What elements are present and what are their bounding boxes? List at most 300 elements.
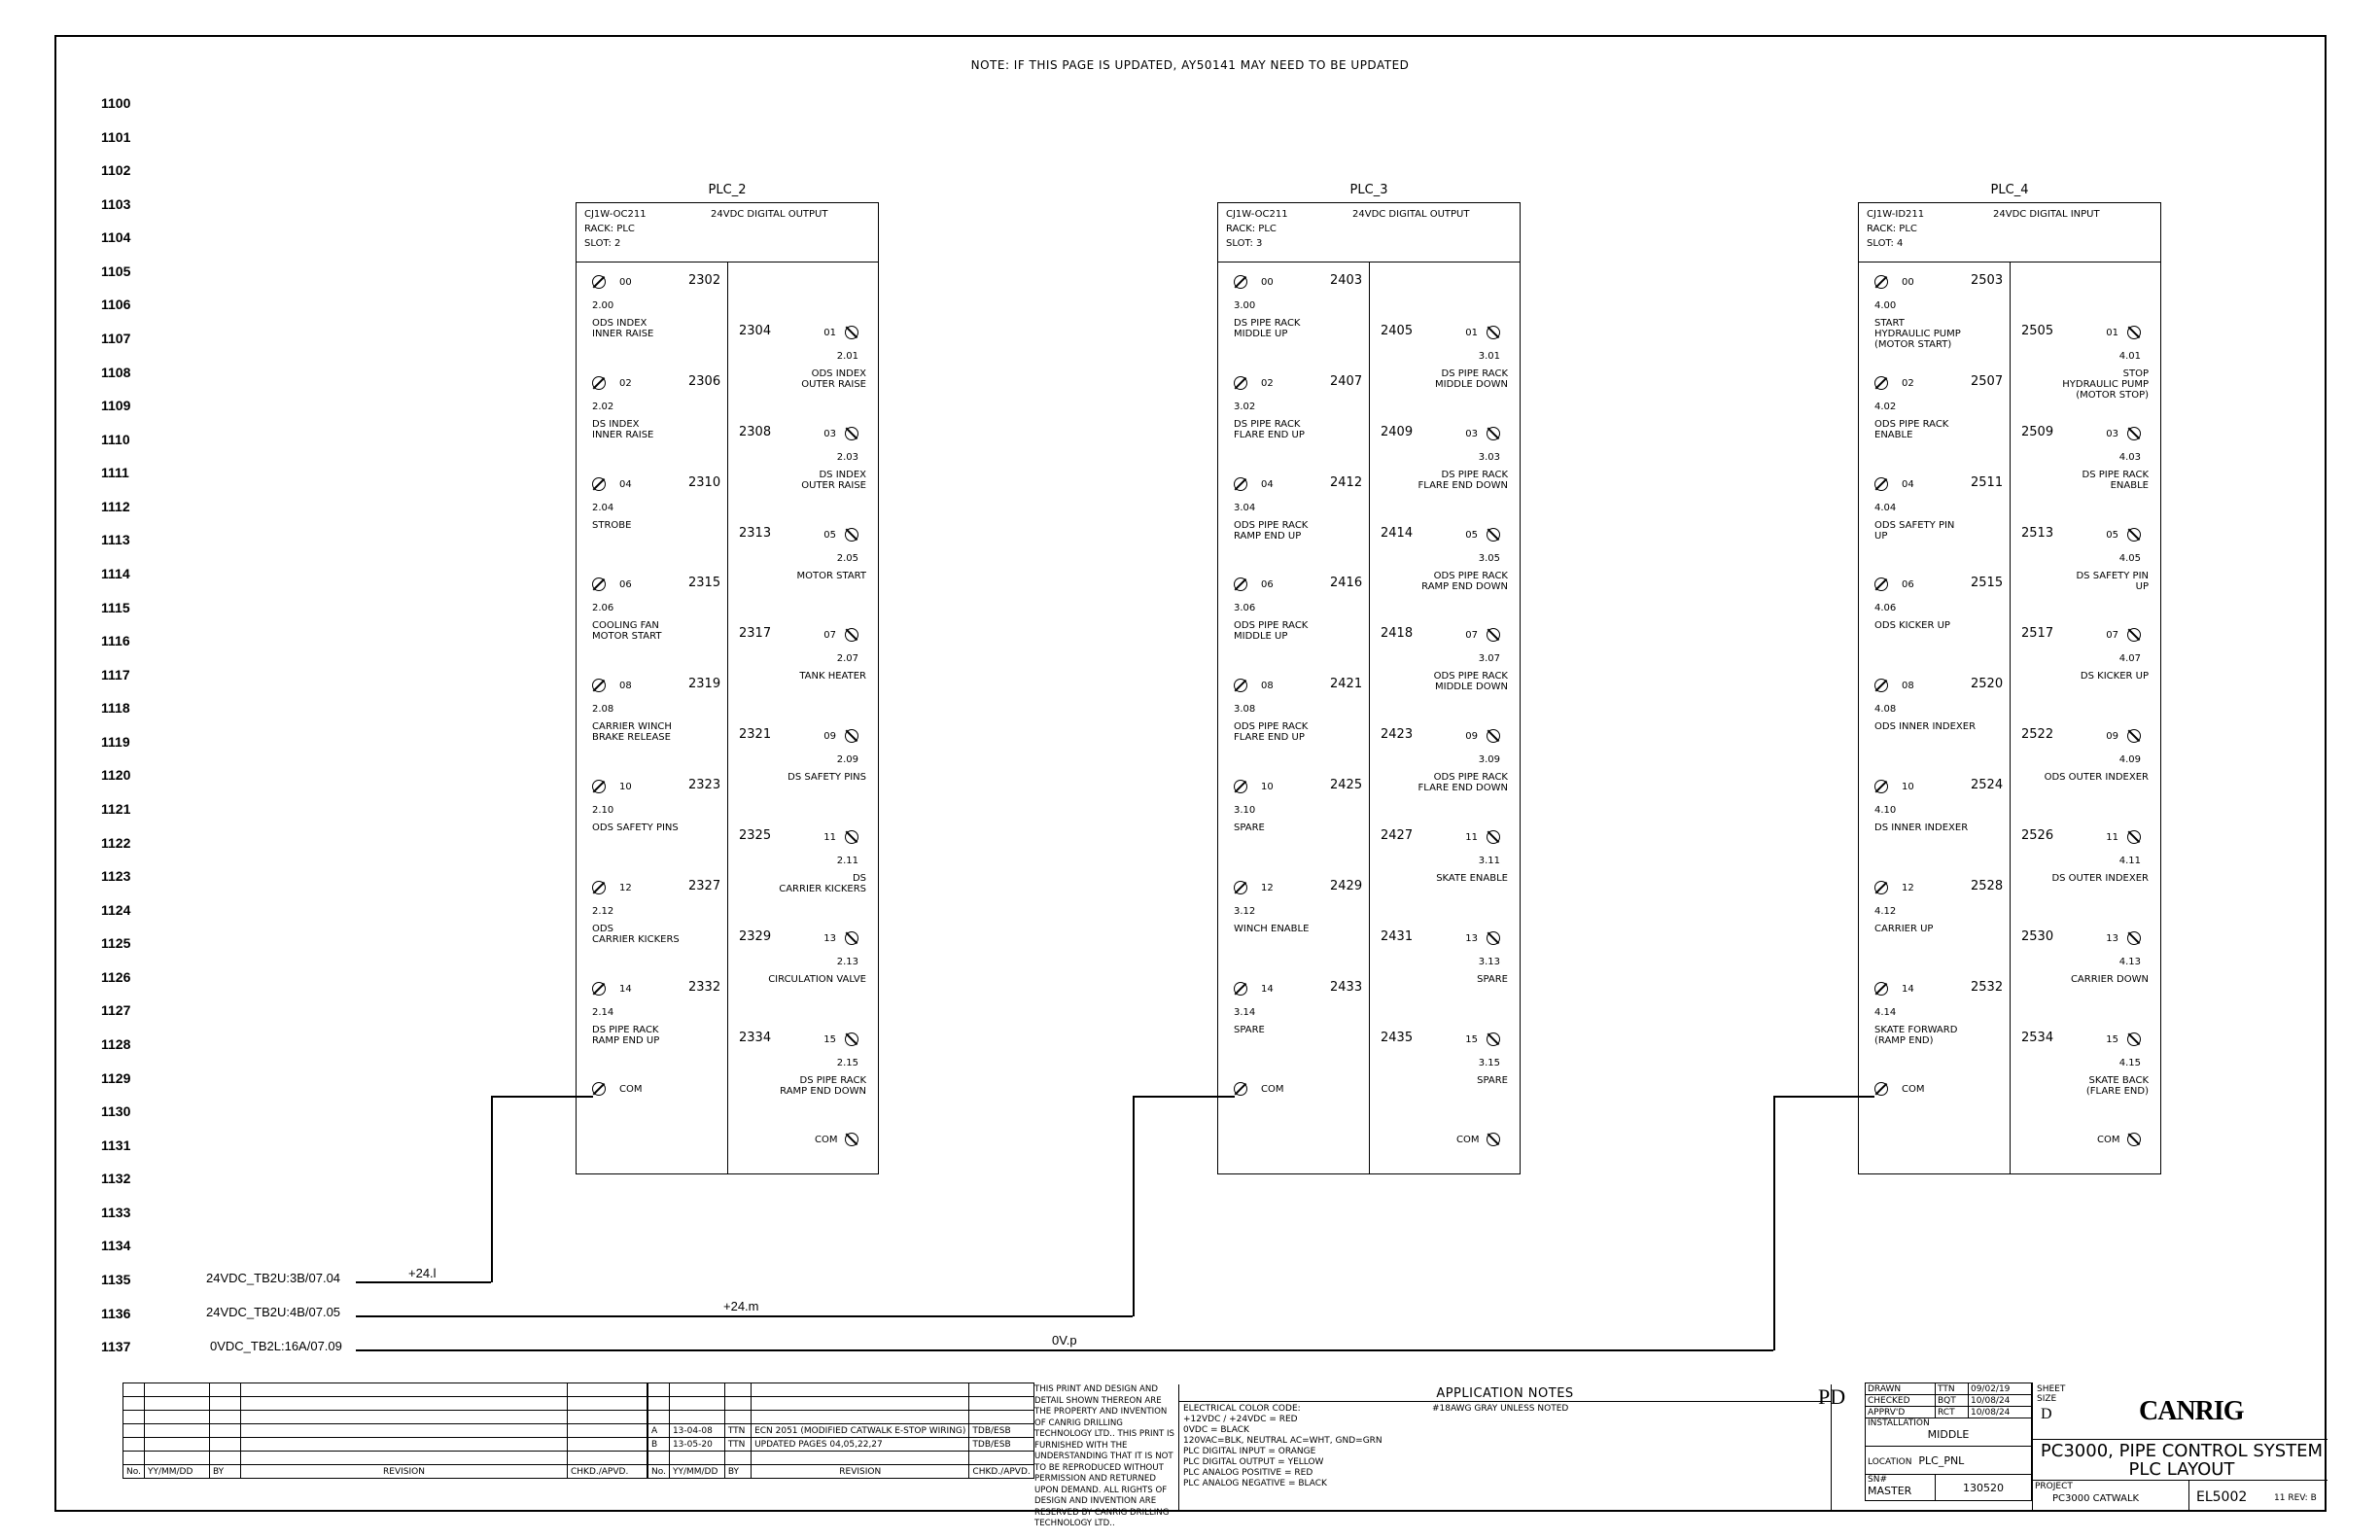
- wire-number: 2327: [688, 878, 721, 893]
- terminal-screw-icon: [2127, 931, 2141, 945]
- dwg-divider: [2188, 1480, 2189, 1512]
- net-wire-24v-m: [356, 1315, 1133, 1317]
- checked-date: 10/08/24: [1968, 1395, 2031, 1407]
- page-note: NOTE: IF THIS PAGE IS UPDATED, AY50141 MAY NEED TO BE UPDATED: [970, 58, 1410, 72]
- terminal-pin: 13: [823, 932, 836, 944]
- terminal-screw-icon: [845, 830, 858, 844]
- wire-number: 2427: [1381, 828, 1414, 843]
- terminal-screw-icon: [1487, 931, 1500, 945]
- terminal-screw-icon: [592, 881, 606, 894]
- plc-slot: SLOT: 2: [584, 238, 621, 249]
- io-address: 4.05: [2118, 552, 2141, 564]
- terminal-screw-icon: [1874, 679, 1888, 692]
- plc-model: CJ1W-OC211: [1226, 209, 1288, 220]
- canrig-logo: CANRIG: [2139, 1396, 2244, 1426]
- io-description: ODS PIPE RACK FLARE END DOWN: [1418, 772, 1508, 794]
- terminal-screw-icon: [592, 780, 606, 793]
- plc-rack: RACK: PLC: [584, 224, 635, 234]
- io-address: 2.10: [592, 805, 614, 816]
- io-description: SKATE ENABLE: [1436, 873, 1508, 884]
- application-note-line: PLC DIGITAL OUTPUT = YELLOW: [1183, 1457, 1324, 1467]
- terminal-pin: 00: [619, 277, 632, 288]
- net-label-24v-m: +24.m: [723, 1299, 759, 1313]
- apprvd-by: RCT: [1935, 1407, 1968, 1418]
- terminal-pin: 04: [1261, 478, 1274, 490]
- io-description: DS PIPE RACK FLARE END DOWN: [1418, 469, 1508, 491]
- com-label: COM: [1902, 1084, 1925, 1095]
- terminal-screw-icon: [1874, 881, 1888, 894]
- io-description: ODS INDEX OUTER RAISE: [801, 368, 866, 390]
- terminal-screw-icon: [845, 1032, 858, 1046]
- wire-number: 2513: [2021, 525, 2054, 541]
- rev-header-no-2: No.: [648, 1465, 670, 1479]
- wire-number: 2530: [2021, 928, 2054, 944]
- terminal-pin: 00: [1261, 277, 1274, 288]
- wire-number: 2310: [688, 474, 721, 490]
- row-number: 1131: [101, 1137, 131, 1153]
- terminal-screw-icon: [845, 729, 858, 743]
- terminal-pin: 04: [1902, 478, 1914, 490]
- apprvd-label: APPRV'D: [1866, 1407, 1936, 1418]
- wire-number: 2308: [739, 424, 772, 439]
- terminal-screw-icon: [1234, 780, 1247, 793]
- drawn-label: DRAWN: [1866, 1383, 1936, 1395]
- io-description: ODS PIPE RACK RAMP END DOWN: [1421, 570, 1508, 592]
- row-number: 1130: [101, 1103, 131, 1120]
- wire-number: 2505: [2021, 324, 2054, 338]
- row-number: 1106: [101, 297, 131, 313]
- io-address: 4.02: [1874, 401, 1897, 412]
- wire-number: 2317: [739, 626, 772, 642]
- io-description: COOLING FAN MOTOR START: [592, 620, 662, 643]
- terminal-pin: 02: [1261, 377, 1274, 389]
- terminal-screw-icon: [592, 1082, 606, 1096]
- io-description: SKATE BACK (FLARE END): [2085, 1074, 2149, 1097]
- wire-number: 2509: [2021, 424, 2054, 439]
- terminal-pin: 09: [2106, 731, 2118, 743]
- terminal-pin: 09: [1465, 731, 1478, 743]
- terminal-pin: 01: [1465, 328, 1478, 338]
- net-wire-24v-l: [356, 1281, 491, 1283]
- io-address: 4.07: [2118, 653, 2141, 665]
- net-source-0v-p: 0VDC_TB2L:16A/07.09: [210, 1339, 342, 1353]
- terminal-pin: 08: [1902, 681, 1914, 692]
- terminal-pin: 15: [2106, 1033, 2118, 1045]
- io-description: DS PIPE RACK RAMP END DOWN: [780, 1074, 866, 1097]
- wire-number: 2407: [1330, 373, 1363, 389]
- terminal-pin: 13: [2106, 932, 2118, 944]
- io-description: STROBE: [592, 519, 632, 531]
- io-description: DS PIPE RACK MIDDLE UP: [1234, 318, 1301, 339]
- wire-number: 2315: [688, 576, 721, 591]
- plc-terminal: [577, 727, 880, 784]
- rev-header-date-2: YY/MM/DD: [669, 1465, 724, 1479]
- row-number: 1117: [101, 666, 130, 682]
- row-number: 1135: [101, 1271, 131, 1287]
- application-notes-lines: [1183, 1404, 1382, 1489]
- terminal-screw-icon: [1234, 376, 1247, 390]
- io-description: ODS PIPE RACK FLARE END UP: [1234, 721, 1309, 744]
- io-description: DS INDEX OUTER RAISE: [801, 469, 866, 491]
- plc-terminal: [1859, 677, 2162, 733]
- terminal-pin: 05: [823, 529, 836, 541]
- application-note-line: 120VAC=BLK, NEUTRAL AC=WHT, GND=GRN: [1183, 1436, 1382, 1446]
- wire-gauge-note: #18AWG GRAY UNLESS NOTED: [1432, 1404, 1569, 1414]
- wire-number: 2433: [1330, 979, 1363, 995]
- io-address: 2.02: [592, 401, 614, 412]
- sn-value: MASTER: [1868, 1485, 1912, 1497]
- terminal-screw-icon: [1874, 275, 1888, 289]
- terminal-screw-icon: [1234, 477, 1247, 491]
- terminal-screw-icon: [1874, 477, 1888, 491]
- row-number: 1105: [101, 262, 131, 279]
- plc-terminal: [577, 928, 880, 985]
- io-description: ODS PIPE RACK MIDDLE DOWN: [1433, 671, 1508, 693]
- rev-a-desc: ECN 2051 (MODIFIED CATWALK E-STOP WIRING): [752, 1424, 969, 1438]
- io-address: 2.04: [592, 502, 614, 513]
- pd-mark: PD: [1818, 1384, 1846, 1409]
- io-description: ODS KICKER UP: [1874, 620, 1950, 632]
- io-address: 4.14: [1874, 1006, 1897, 1018]
- row-number: 1103: [101, 195, 131, 212]
- terminal-screw-icon: [1874, 780, 1888, 793]
- row-number: 1129: [101, 1069, 131, 1086]
- com-terminal: [1859, 1133, 2162, 1183]
- rev-header-by-2: BY: [724, 1465, 751, 1479]
- io-description: DS CARRIER KICKERS: [779, 873, 866, 894]
- com-terminal: [577, 1082, 880, 1133]
- wire-number: 2332: [688, 979, 721, 995]
- terminal-pin: 08: [619, 681, 632, 692]
- legal-notice: THIS PRINT AND DESIGN AND DETAIL SHOWN THEREON ARE THE PROPERTY AND INVENTION OF CANRIG DRILLING TECHNOLOGY LTD.. THIS PRINT IS FURNISHED WITH THE UNDERSTANDING THAT IT IS NOT TO BE REPRODUCED WITHOUT PERMISSION AND RETURNED UPON DEMAND. ALL RIGHTS OF DESIGN AND INVENTION ARE RESERVED BY CANRIG DRILLING TECHNOLOGY LTD..: [1034, 1384, 1174, 1528]
- io-address: 4.09: [2118, 754, 2141, 766]
- wire-number: 2526: [2021, 828, 2054, 843]
- io-description: ODS PIPE RACK MIDDLE UP: [1234, 620, 1309, 643]
- terminal-pin: 15: [823, 1033, 836, 1045]
- wire-number: 2414: [1381, 525, 1414, 541]
- rev-header-date: YY/MM/DD: [144, 1465, 209, 1479]
- wire-number: 2524: [1971, 778, 2004, 792]
- io-address: 2.13: [836, 956, 858, 967]
- io-description: DS INDEX INNER RAISE: [592, 418, 654, 440]
- terminal-screw-icon: [2127, 729, 2141, 743]
- io-description: CARRIER UP: [1874, 923, 1934, 934]
- terminal-pin: 11: [1465, 832, 1478, 843]
- revision-code: 11 REV: B: [2274, 1493, 2317, 1503]
- terminal-pin: 03: [2106, 428, 2118, 439]
- terminal-screw-icon: [592, 376, 606, 390]
- io-description: CIRCULATION VALVE: [768, 973, 866, 985]
- drawing-title-line2: PLC LAYOUT: [2128, 1459, 2235, 1480]
- terminal-screw-icon: [1487, 830, 1500, 844]
- terminal-screw-icon: [1487, 1133, 1500, 1146]
- io-address: 3.15: [1478, 1057, 1500, 1068]
- wire-number: 2323: [688, 778, 721, 792]
- plc-header: [577, 203, 878, 262]
- plc-io-type: 24VDC DIGITAL INPUT: [1993, 209, 2100, 220]
- terminal-pin: 10: [619, 782, 632, 792]
- terminal-screw-icon: [2127, 528, 2141, 542]
- terminal-screw-icon: [2127, 427, 2141, 440]
- terminal-pin: 03: [1465, 428, 1478, 439]
- net-source-24v-l: 24VDC_TB2U:3B/07.04: [206, 1271, 341, 1285]
- io-address: 4.03: [2118, 451, 2141, 463]
- application-note-line: PLC ANALOG POSITIVE = RED: [1183, 1468, 1313, 1478]
- plc-title: PLC_2: [708, 183, 747, 197]
- io-address: 3.05: [1478, 552, 1500, 564]
- com-terminal: [1218, 1082, 1522, 1133]
- application-note-line: PLC DIGITAL INPUT = ORANGE: [1183, 1447, 1316, 1456]
- io-address: 4.10: [1874, 805, 1897, 816]
- terminal-screw-icon: [1874, 1082, 1888, 1096]
- wire-number: 2403: [1330, 273, 1363, 288]
- net-wire-24v-l-to-plc2: [491, 1096, 593, 1098]
- io-description: DS SAFETY PINS: [788, 772, 866, 784]
- io-address: 4.11: [2118, 856, 2141, 866]
- rev-header-chkd: CHKD./APVD.: [568, 1465, 648, 1479]
- terminal-screw-icon: [1234, 982, 1247, 996]
- io-address: 4.12: [1874, 905, 1897, 917]
- io-address: 2.01: [836, 351, 858, 362]
- terminal-pin: 06: [619, 579, 632, 591]
- io-description: ODS OUTER INDEXER: [2044, 772, 2149, 784]
- io-address: 3.04: [1234, 502, 1256, 513]
- wire-number: 2520: [1971, 677, 2004, 692]
- terminal-screw-icon: [1874, 578, 1888, 591]
- terminal-screw-icon: [1234, 881, 1247, 894]
- io-address: 4.13: [2118, 956, 2141, 967]
- project-name: PC3000 CATWALK: [2052, 1493, 2140, 1504]
- io-address: 3.10: [1234, 805, 1256, 816]
- drawing-title: [2036, 1442, 2328, 1479]
- terminal-screw-icon: [845, 528, 858, 542]
- wire-number: 2435: [1381, 1030, 1414, 1045]
- io-address: 3.14: [1234, 1006, 1256, 1018]
- net-label-0v-p: 0V.p: [1052, 1333, 1077, 1348]
- rev-header-revision-2: REVISION: [752, 1465, 969, 1479]
- io-description: SPARE: [1234, 822, 1265, 833]
- net-wire-0v-p-riser: [1773, 1096, 1775, 1350]
- plc-terminal: [1218, 979, 1522, 1035]
- application-notes-title: APPLICATION NOTES: [1179, 1386, 1831, 1402]
- rev-header-by: BY: [209, 1465, 240, 1479]
- terminal-screw-icon: [1234, 679, 1247, 692]
- row-number: 1133: [101, 1204, 131, 1220]
- com-label: COM: [815, 1135, 838, 1145]
- io-address: 3.13: [1478, 956, 1500, 967]
- plc-terminal: [577, 778, 880, 833]
- wire-number: 2329: [739, 928, 772, 944]
- terminal-screw-icon: [1874, 982, 1888, 996]
- terminal-pin: 02: [1902, 377, 1914, 389]
- plc-terminal: [1218, 1030, 1522, 1086]
- io-description: MOTOR START: [796, 570, 866, 581]
- rev-b-no: B: [648, 1438, 670, 1452]
- terminal-pin: 12: [1261, 882, 1274, 893]
- io-address: 3.06: [1234, 603, 1256, 614]
- io-address: 2.03: [836, 451, 858, 463]
- terminal-screw-icon: [1874, 376, 1888, 390]
- com-label: COM: [2097, 1135, 2120, 1145]
- terminal-screw-icon: [2127, 830, 2141, 844]
- io-address: 2.00: [592, 300, 614, 311]
- project-divider: [2033, 1480, 2328, 1481]
- terminal-screw-icon: [845, 326, 858, 339]
- io-description: DS SAFETY PIN UP: [2076, 570, 2149, 592]
- wire-number: 2503: [1971, 273, 2004, 288]
- io-description: ODS PIPE RACK RAMP END UP: [1234, 519, 1309, 542]
- row-number: 1111: [101, 465, 129, 481]
- row-number: 1114: [101, 565, 130, 581]
- io-description: ODS INDEX INNER RAISE: [592, 318, 654, 339]
- plc-terminal: [1859, 828, 2162, 884]
- application-note-line: +12VDC / +24VDC = RED: [1183, 1415, 1298, 1424]
- rev-a-chkd: TDB/ESB: [969, 1424, 1034, 1438]
- plc-io-type: 24VDC DIGITAL OUTPUT: [711, 209, 828, 220]
- plc-header: [1218, 203, 1520, 262]
- drawn-date: 09/02/19: [1968, 1383, 2031, 1395]
- terminal-screw-icon: [1487, 427, 1500, 440]
- row-number: 1110: [101, 431, 130, 447]
- plc-slot: SLOT: 4: [1867, 238, 1904, 249]
- sn-number: 130520: [1935, 1475, 2031, 1501]
- row-number: 1112: [101, 498, 130, 514]
- net-wire-0v-p-to-plc4: [1773, 1096, 1874, 1098]
- rev-b-chkd: TDB/ESB: [969, 1438, 1034, 1452]
- wire-number: 2431: [1381, 928, 1414, 944]
- rev-b-desc: UPDATED PAGES 04,05,22,27: [752, 1438, 969, 1452]
- terminal-screw-icon: [1487, 1032, 1500, 1046]
- drawn-by: TTN: [1935, 1383, 1968, 1395]
- rev-a-no: A: [648, 1424, 670, 1438]
- checked-by: BQT: [1935, 1395, 1968, 1407]
- terminal-screw-icon: [845, 427, 858, 440]
- io-address: 2.11: [836, 856, 858, 866]
- terminal-pin: 12: [1902, 882, 1914, 893]
- project-label: PROJECT: [2035, 1482, 2073, 1491]
- net-wire-0v-p: [356, 1349, 1773, 1351]
- io-description: ODS INNER INDEXER: [1874, 721, 1977, 733]
- row-number: 1113: [101, 532, 130, 548]
- row-number: 1102: [101, 162, 131, 179]
- plc-header: [1859, 203, 2160, 262]
- terminal-screw-icon: [1487, 628, 1500, 642]
- sn-label: SN#: [1868, 1475, 1887, 1485]
- io-description: ODS PIPE RACK ENABLE: [1874, 418, 1949, 440]
- io-description: START HYDRAULIC PUMP (MOTOR START): [1874, 318, 1961, 350]
- net-wire-24v-m-riser: [1133, 1096, 1135, 1316]
- terminal-pin: 10: [1902, 782, 1914, 792]
- terminal-screw-icon: [845, 628, 858, 642]
- plc-module-box: [1858, 202, 2161, 1174]
- terminal-pin: 11: [2106, 832, 2118, 843]
- io-description: SPARE: [1234, 1024, 1265, 1035]
- io-address: 2.12: [592, 905, 614, 917]
- terminal-screw-icon: [845, 1133, 858, 1146]
- revision-table-right: [648, 1382, 1034, 1479]
- wire-number: 2409: [1381, 424, 1414, 439]
- terminal-pin: 00: [1902, 277, 1914, 288]
- terminal-pin: 07: [2106, 630, 2118, 642]
- io-address: 3.02: [1234, 401, 1256, 412]
- wire-number: 2421: [1330, 677, 1363, 692]
- io-address: 4.15: [2118, 1057, 2141, 1068]
- com-label: COM: [1261, 1084, 1284, 1095]
- io-address: 3.12: [1234, 905, 1256, 917]
- wire-number: 2429: [1330, 878, 1363, 893]
- location-label: LOCATION: [1868, 1456, 1912, 1467]
- io-address: 2.08: [592, 704, 614, 716]
- rev-header-chkd-2: CHKD./APVD.: [969, 1465, 1034, 1479]
- com-terminal: [1859, 1082, 2162, 1133]
- terminal-screw-icon: [592, 982, 606, 996]
- io-description: ODS CARRIER KICKERS: [592, 923, 680, 945]
- row-number: 1104: [101, 229, 131, 246]
- terminal-pin: 02: [619, 377, 632, 389]
- terminal-pin: 13: [1465, 932, 1478, 944]
- io-address: 2.05: [836, 552, 858, 564]
- io-address: 4.00: [1874, 300, 1897, 311]
- row-number: 1136: [101, 1305, 131, 1321]
- row-number: 1107: [101, 330, 131, 346]
- terminal-screw-icon: [592, 578, 606, 591]
- io-address: 4.01: [2118, 351, 2141, 362]
- sheet-size: D: [2041, 1406, 2052, 1422]
- io-description: SPARE: [1477, 973, 1508, 985]
- plc-terminal: [1218, 828, 1522, 884]
- io-address: 2.15: [836, 1057, 858, 1068]
- wire-number: 2313: [739, 525, 772, 541]
- terminal-screw-icon: [592, 679, 606, 692]
- application-notes: [1178, 1384, 1832, 1511]
- terminal-screw-icon: [1234, 578, 1247, 591]
- wire-number: 2522: [2021, 727, 2054, 743]
- plc-module-box: [1217, 202, 1521, 1174]
- row-number: 1120: [101, 767, 131, 784]
- application-note-line: ELECTRICAL COLOR CODE:: [1183, 1404, 1301, 1414]
- terminal-screw-icon: [1487, 326, 1500, 339]
- wire-number: 2412: [1330, 474, 1363, 490]
- terminal-pin: 14: [619, 983, 632, 995]
- io-address: 4.08: [1874, 704, 1897, 716]
- row-number: 1115: [101, 599, 130, 615]
- wire-number: 2511: [1971, 474, 2004, 490]
- row-number: 1125: [101, 935, 131, 952]
- terminal-screw-icon: [2127, 628, 2141, 642]
- io-address: 4.06: [1874, 603, 1897, 614]
- title-divider: [2033, 1439, 2328, 1440]
- com-terminal: [577, 1133, 880, 1183]
- row-number: 1116: [101, 633, 130, 649]
- io-address: 3.09: [1478, 754, 1500, 766]
- io-description: ODS SAFETY PIN UP: [1874, 519, 1955, 542]
- io-description: CARRIER WINCH BRAKE RELEASE: [592, 721, 672, 744]
- io-address: 3.01: [1478, 351, 1500, 362]
- revision-table-left: [122, 1382, 648, 1479]
- plc-title: PLC_3: [1349, 183, 1388, 197]
- plc-io-type: 24VDC DIGITAL OUTPUT: [1352, 209, 1470, 220]
- apprvd-date: 10/08/24: [1968, 1407, 2031, 1418]
- row-number: 1123: [101, 868, 131, 885]
- terminal-pin: 07: [823, 630, 836, 642]
- wire-number: 2304: [739, 324, 772, 338]
- terminal-pin: 11: [823, 832, 836, 843]
- wire-number: 2325: [739, 828, 772, 843]
- terminal-pin: 05: [1465, 529, 1478, 541]
- io-address: 2.09: [836, 754, 858, 766]
- plc-model: CJ1W-ID211: [1867, 209, 1925, 220]
- io-description: SKATE FORWARD (RAMP END): [1874, 1024, 1958, 1046]
